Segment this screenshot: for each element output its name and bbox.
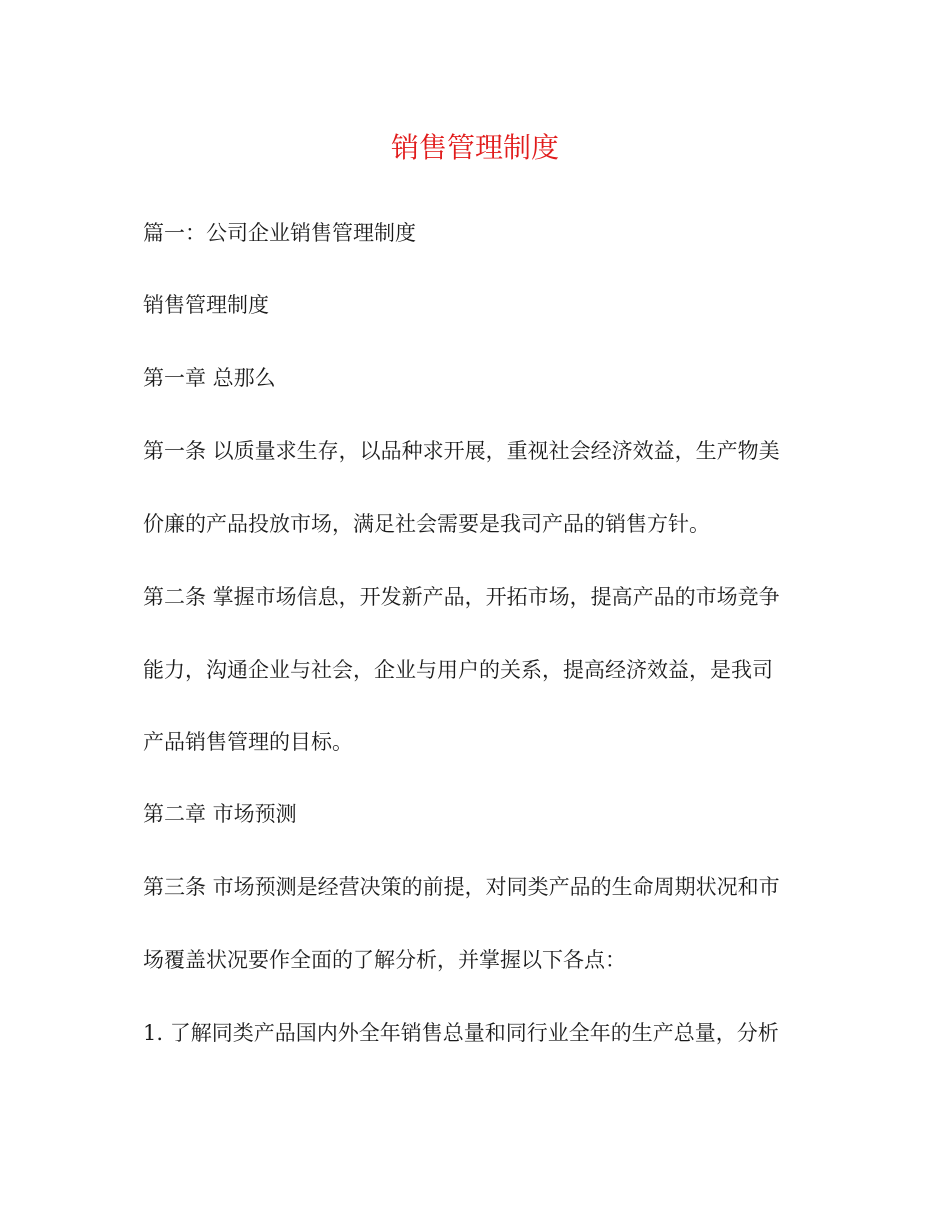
paragraph-line: 价廉的产品投放市场，满足社会需要是我司产品的销售方针。 <box>143 512 710 536</box>
chapter-heading: 第二章 市场预测 <box>143 802 297 826</box>
document-title: 销售管理制度 <box>390 131 559 164</box>
paragraph-line: 产品销售管理的目标。 <box>143 730 353 754</box>
paragraph-line: 第一条 以质量求生存，以品种求开展，重视社会经济效益，生产物美 <box>143 439 780 463</box>
list-item-line: 1. 了解同类产品国内外全年销售总量和同行业全年的生产总量，分析 <box>143 1021 779 1045</box>
paragraph-line: 能力，沟通企业与社会，企业与用户的关系，提高经济效益，是我司 <box>143 658 773 682</box>
subtitle: 销售管理制度 <box>143 293 269 317</box>
paragraph-line: 第二条 掌握市场信息，开发新产品，开拓市场，提高产品的市场竞争 <box>143 585 780 609</box>
paragraph-line: 场覆盖状况要作全面的了解分析，并掌握以下各点： <box>143 948 626 972</box>
section-heading: 篇一：公司企业销售管理制度 <box>143 221 416 245</box>
chapter-heading: 第一章 总那么 <box>143 366 276 390</box>
paragraph-line: 第三条 市场预测是经营决策的前提，对同类产品的生命周期状况和市 <box>143 875 780 899</box>
